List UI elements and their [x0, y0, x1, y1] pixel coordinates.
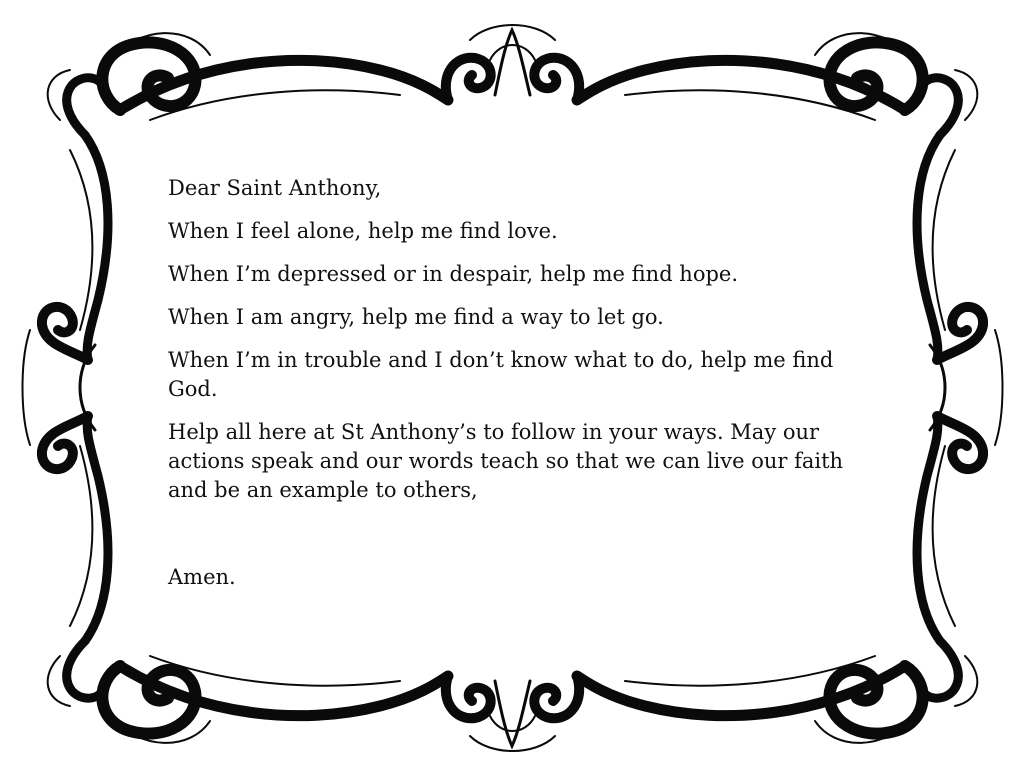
frame-right-middle-ornament: [930, 307, 1003, 469]
frame-left-lower-bar: [85, 416, 108, 641]
prayer-line: When I am angry, help me find a way to let go.: [168, 305, 664, 329]
frame-left-upper-bar: [85, 135, 108, 360]
prayer-text: [168, 174, 848, 606]
prayer-line: Help all here at St Anthony’s to follow in your ways. May our actions speak and our words teach so that we can live our faith and be an example to others,: [168, 420, 844, 502]
prayer-line: When I feel alone, help me find love.: [168, 219, 558, 243]
prayer-line: When I’m in trouble and I don’t know what to do, help me find God.: [168, 348, 834, 401]
frame-top-center-ornament: [446, 25, 579, 100]
prayer-closing: Amen.: [168, 565, 236, 589]
prayer-line: When I’m depressed or in despair, help me find hope.: [168, 262, 739, 286]
frame-bottom-center-ornament: [446, 676, 579, 751]
frame-right-lower-bar: [917, 416, 940, 641]
prayer-salutation: Dear Saint Anthony,: [168, 176, 382, 200]
frame-left-middle-ornament: [23, 307, 96, 469]
frame-right-upper-bar: [917, 135, 940, 360]
